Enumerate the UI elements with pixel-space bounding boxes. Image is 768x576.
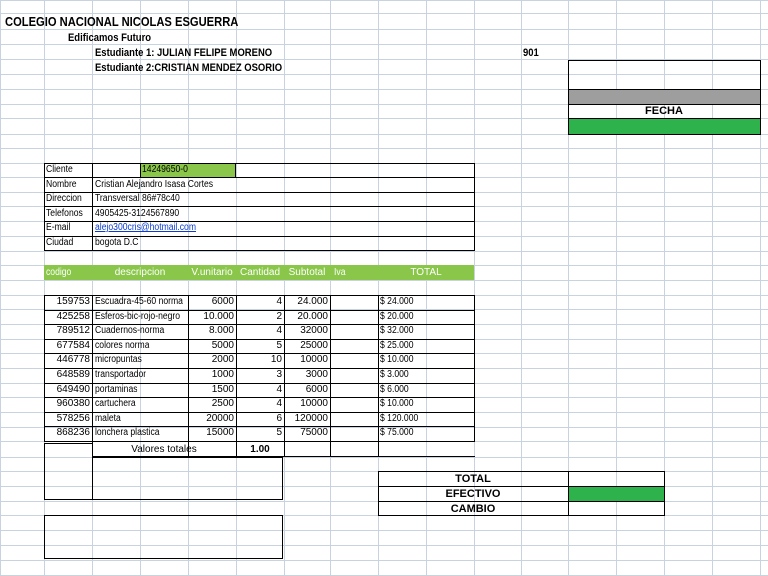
row-quantity[interactable]: 5 [276,427,282,438]
table-column-divider [92,295,93,456]
row-total[interactable]: $ 3.000 [380,369,409,380]
client-value-ciudad[interactable]: bogota D.C [95,237,139,248]
client-label-email: E-mail [46,222,71,233]
row-total[interactable]: $ 10.000 [380,398,414,409]
header-total: TOTAL [410,267,442,278]
row-subtotal[interactable]: 24.000 [297,296,328,307]
row-unit-price[interactable]: 6000 [211,296,234,307]
row-total[interactable]: $ 20.000 [380,311,414,322]
client-value-nombre[interactable]: Cristian Alejandro Isasa Cortes [95,179,214,190]
client-value-telefonos[interactable]: 4905425-3124567890 [95,208,180,219]
row-total[interactable]: $ 32.000 [380,325,414,336]
group-number: 901 [523,47,539,59]
row-unit-price[interactable]: 2500 [211,398,234,409]
row-quantity[interactable]: 4 [276,296,282,307]
row-code[interactable]: 960380 [56,398,90,409]
fecha-label: FECHA [645,105,683,117]
row-subtotal[interactable]: 10000 [300,398,328,409]
summary-cambio-label: CAMBIO [450,503,496,515]
row-total[interactable]: $ 6.000 [380,384,409,395]
row-code[interactable]: 677584 [56,340,90,351]
summary-efectivo-label: EFECTIVO [445,488,501,500]
row-unit-price[interactable]: 15000 [206,427,234,438]
row-code[interactable]: 159753 [56,296,90,307]
header-vunitario: V.unitario [191,267,233,278]
row-description[interactable]: Escuadra-45-60 norma [95,296,183,307]
row-subtotal[interactable]: 10000 [300,354,328,365]
row-quantity[interactable]: 10 [270,354,282,365]
client-label-nombre: Nombre [46,179,77,190]
row-subtotal[interactable]: 20.000 [297,311,328,322]
row-code[interactable]: 425258 [56,311,90,322]
student-2: Estudiante 2:CRISTIAN MENDEZ OSORIO [95,62,283,74]
date-box-top[interactable] [568,60,761,90]
school-title: COLEGIO NACIONAL NICOLAS ESGUERRA [5,14,239,29]
row-quantity[interactable]: 3 [276,369,282,380]
row-unit-price[interactable]: 5000 [211,340,234,351]
row-description[interactable]: Esferos-bic-rojo-negro [95,311,181,322]
client-value-direccion[interactable]: Transversal 86#78c40 [95,193,180,204]
row-description[interactable]: Cuadernos-norma [95,325,165,336]
header-iva: Iva [334,267,346,278]
header-descripcion: descripcion [114,267,166,278]
row-unit-price[interactable]: 2000 [211,354,234,365]
row-code[interactable]: 868236 [56,427,90,438]
signature-box[interactable] [44,515,283,559]
row-total[interactable]: $ 120.000 [380,413,419,424]
row-subtotal[interactable]: 120000 [294,413,328,424]
notes-box-left[interactable] [44,443,93,500]
row-quantity[interactable]: 4 [276,398,282,409]
row-quantity[interactable]: 5 [276,340,282,351]
client-id-value[interactable]: 14249650-0 [142,164,188,175]
header-subtotal: Subtotal [288,267,326,278]
header-cantidad: Cantidad [239,267,281,278]
row-total[interactable]: $ 10.000 [380,354,414,365]
client-id-label: Cliente [46,164,73,175]
row-subtotal[interactable]: 6000 [305,384,328,395]
row-quantity[interactable]: 4 [276,384,282,395]
row-subtotal[interactable]: 32000 [300,325,328,336]
row-quantity[interactable]: 6 [276,413,282,424]
client-label-telefonos: Telefonos [46,208,83,219]
row-description[interactable]: colores norma [95,340,150,351]
row-unit-price[interactable]: 8.000 [208,325,234,336]
row-total[interactable]: $ 75.000 [380,427,414,438]
row-subtotal[interactable]: 25000 [300,340,328,351]
motto: Edificamos Futuro [68,32,152,44]
row-code[interactable]: 649490 [56,384,90,395]
row-quantity[interactable]: 2 [276,311,282,322]
table-column-divider [330,295,331,456]
client-label-direccion: Direccion [46,193,82,204]
row-code[interactable]: 446778 [56,354,90,365]
row-total[interactable]: $ 24.000 [380,296,414,307]
client-label-ciudad: Ciudad [46,237,74,248]
row-total[interactable]: $ 25.000 [380,340,414,351]
row-unit-price[interactable]: 10.000 [203,311,234,322]
totals-label: Valores totales [131,444,197,455]
student-1: Estudiante 1: JULIAN FELIPE MORENO [95,47,273,59]
row-unit-price[interactable]: 1500 [211,384,234,395]
row-description[interactable]: portaminas [95,384,138,395]
summary-total-label: TOTAL [455,473,491,485]
row-quantity[interactable]: 4 [276,325,282,336]
row-description[interactable]: lonchera plastica [95,427,160,438]
row-description[interactable]: micropuntas [95,354,142,365]
row-description[interactable]: maleta [95,413,121,424]
row-unit-price[interactable]: 1000 [211,369,234,380]
row-description[interactable]: cartuchera [95,398,136,409]
table-column-divider [378,295,379,456]
totals-value[interactable]: 1.00 [250,444,270,455]
notes-box[interactable] [92,457,283,500]
row-code[interactable]: 789512 [56,325,90,336]
client-email-link[interactable]: alejo300cris@hotmail.com [95,222,196,233]
header-codigo: codigo [46,267,72,278]
row-unit-price[interactable]: 20000 [206,413,234,424]
row-description[interactable]: transportador [95,369,147,380]
row-code[interactable]: 578256 [56,413,90,424]
row-code[interactable]: 648589 [56,369,90,380]
row-subtotal[interactable]: 3000 [305,369,328,380]
row-subtotal[interactable]: 75000 [300,427,328,438]
